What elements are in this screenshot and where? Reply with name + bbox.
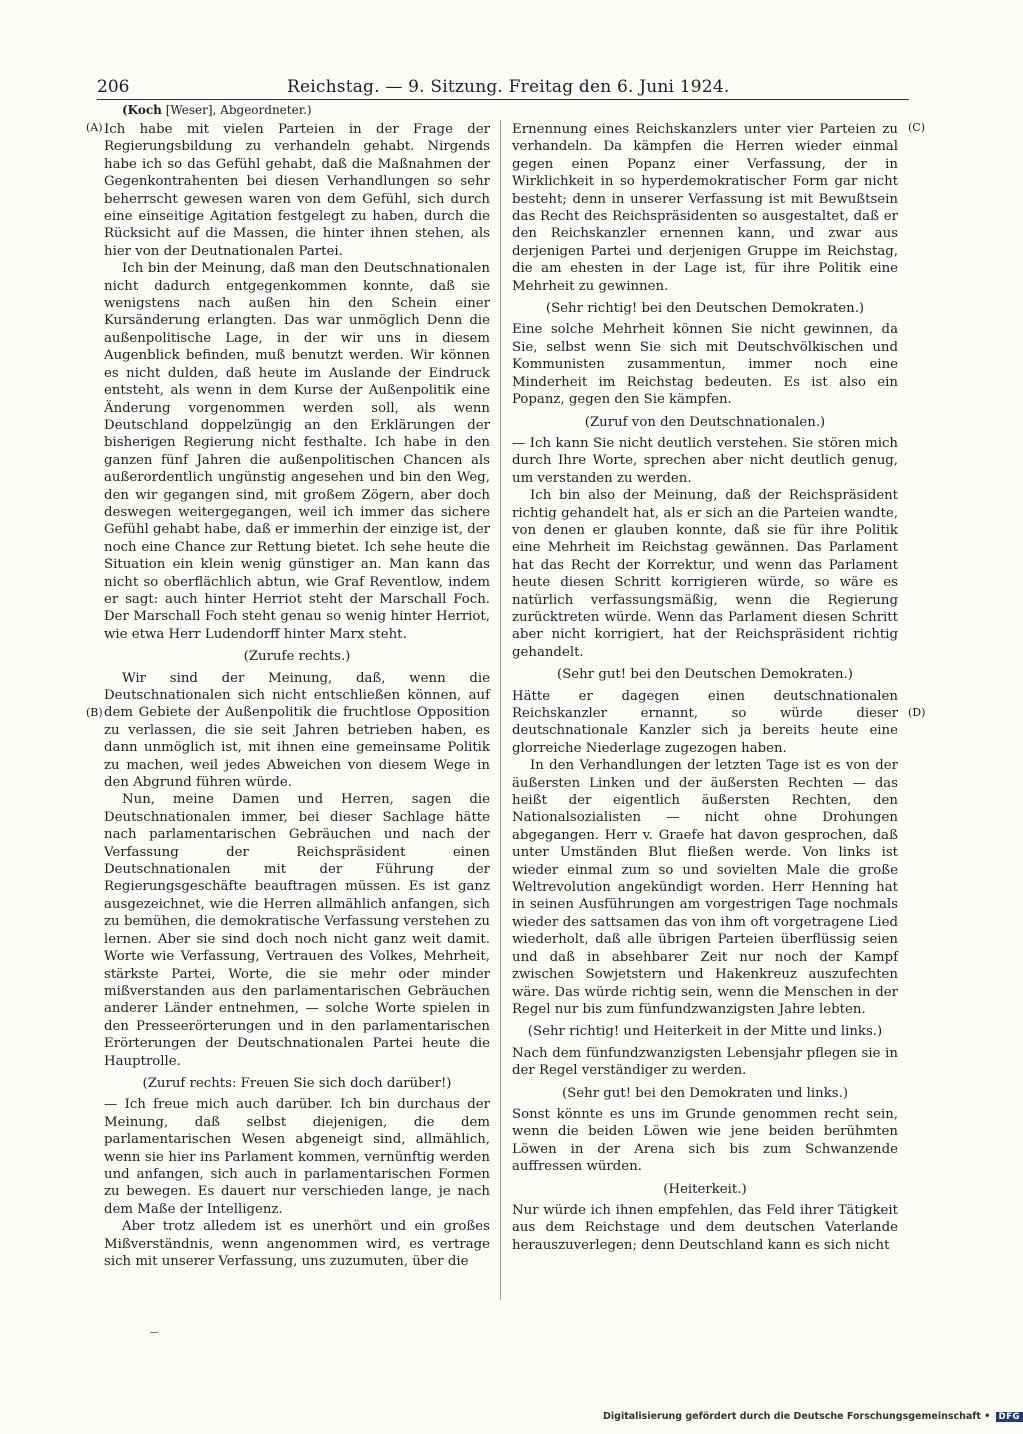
margin-mark-a: (A) bbox=[86, 121, 103, 134]
paragraph: — Ich kann Sie nicht deutlich verstehen. Sie stören mich durch Ihre Worte, sprechen aber nicht deutlich genug, um verstanden zu werden. bbox=[512, 435, 898, 486]
page-header bbox=[97, 74, 907, 100]
interjection: (Sehr richtig! und Heiterkeit in der Mitte und links.) bbox=[527, 1024, 883, 1040]
paragraph: Sonst könnte es uns im Grunde genommen recht sein, wenn die beiden Löwen wie jene beiden berühmten Löwen in der Arena sich bis zum Schwanzende auffressen würden. bbox=[512, 1106, 898, 1175]
paragraph: Wir sind der Meinung, daß, wenn die Deutschnationalen sich nicht entschließen können, auf dem Gebiete der Außenpolitik die fruchtlose Opposition zu verlassen, die sie seit Jahren betrieben haben, es dann unmöglich ist, mit ihnen eine gemeinsame Politik zu machen, weil jedes Abweichen von diesem Wege in den Abgrund führen würde. bbox=[104, 670, 490, 791]
interjection: (Zuruf von den Deutschnationalen.) bbox=[584, 414, 826, 430]
speaker-role: [Weser], Abgeordneter.) bbox=[165, 103, 312, 117]
paragraph: Nun, meine Damen und Herren, sagen die Deutschnationalen immer, bei dieser Sachlage hätte nach parlamentarischen Gebräuchen und nach der Verfassung der Reichspräsident einen Deutschnationalen mit der Führung der Regierungsgeschäfte beauftragen müssen. Es ist ganz ausgezeichnet, wie die Herren allmählich anfangen, sich zu bemühen, die demokratische Verfassung verstehen zu lernen. Aber sie sind doch noch nicht ganz weit damit. Worte wie Verfassung, Vertrauen des Volkes, Mehrheit, stärkste Partei, Worte, die sie mehr oder minder mißverstanden aus den parlamentarischen Gebräuchen anderer Länder entnehmen, — solche Worte spielen in den Presseerörterungen und in den parlamentarischen Erörterungen der Deutschnationalen Partei heute die Hauptrolle. bbox=[104, 792, 490, 1069]
paragraph: Ernennung eines Reichskanzlers unter vier Parteien zu verhandeln. Da kämpfen die Herren wieder einmal gegen einen Popanz einer Verfassung, der in Wirklichkeit in so hyperdemokratischer Form gar nicht besteht; denn in unserer Verfassung ist mit Bewußtsein das Recht des Reichspräsidenten so ausgestaltet, daß er den Reichskanzler ernennen kann, und zwar aus derjenigen Partei und derjenigen Gruppe im Reichstag, die am ehesten in der Lage ist, für ihre Politik eine Mehrheit zu gewinnen. bbox=[512, 122, 898, 294]
speaker-line bbox=[122, 101, 312, 119]
left-column bbox=[104, 121, 490, 1270]
paragraph: Nach dem fünfundzwanzigsten Lebensjahr pflegen sie in der Regel verständiger zu werden. bbox=[512, 1045, 898, 1079]
footer-text: Digitalisierung gefördert durch die Deutsche Forschungsgemeinschaft • bbox=[603, 1411, 991, 1422]
dfg-logo: DFG bbox=[996, 1412, 1023, 1422]
margin-mark-d: (D) bbox=[908, 706, 926, 719]
paragraph: In den Verhandlungen der letzten Tage ist es von der äußersten Linken und der äußersten Rechten — das heißt der eigentlich äußersten Rechten, den Nationalsozialisten — nicht ohne Drohungen abgegangen. Herr v. Graefe hat davon gesprochen, daß unter Umständen Blut fließen werde. Von links ist wieder einmal zum so und sovielten Male die große Weltrevolution angekündigt worden. Herr Henning hat in seinen Ausführungen am vorgestrigen Tage nochmals wieder des sattsamen das von ihm oft vorgetragene Lied wiederholt, daß alle übrigen Parteien überflüssig seien und daß in absehbarer Zeit nur noch der Kampf zwischen Sowjetstern und Hakenkreuz auszufechten wäre. Das würde richtig sein, wenn die Menschen in der Regel nur bis zum fünfundzwanzigsten Jahre lebten. bbox=[512, 758, 898, 1017]
paragraph: Ich bin also der Meinung, daß der Reichspräsident richtig gehandelt hat, als er sich an die Parteien wandte, von denen er glauben konnte, daß sie für ihre Politik eine Mehrheit im Reichstag gewännen. Das Parlament hat das Recht der Korrektur, und wenn das Parlament heute diesen Schritt korrigieren würde, so wäre es natürlich verfassungsmäßig, wenn die Regierung zurücktreten würde. Wenn das Parlament diesen Schritt aber nicht korrigiert, hat der Reichspräsident richtig gehandelt. bbox=[512, 488, 898, 660]
paragraph: Ich bin der Meinung, daß man den Deutschnationalen nicht dadurch entgegenkommen konnte, daß sie wenigstens nach außen hin den Schein einer Kursänderung erlangten. Das war unmöglich Denn die außenpolitische Lage, in der wir uns in diesem Augenblick befinden, muß benutzt werden. Wir können es nicht dulden, daß heute im Auslande der Eindruck entsteht, als wenn in dem Kurse der Außenpolitik eine Änderung vorgenommen werden soll, als wenn Deutschland doppelzüngig an den Erklärungen der bisherigen Regierung nicht festhalte. Ich habe in den ganzen fünf Jahren die außenpolitischen Chancen als außerordentlich ungünstig angesehen und bin den Weg, den wir gegangen sind, mit großem Zögern, aber doch deswegen weitergegangen, weil ich immer das sichere Gefühl gehabt habe, daß er immerhin der einzige ist, der noch eine Chance zur Rettung bietet. Ich sehe heute die Situation ein klein wenig günstiger an. Man kann das nicht so oberflächlich abtun, wie Graf Reventlow, indem er sagt: auch hinter Herriot steht der Marschall Foch. Der Marschall Foch steht genau so wenig hinter Herriot, wie etwa Herr Ludendorff hinter Marx steht. bbox=[104, 261, 490, 642]
interjection: (Sehr gut! bei den Demokraten und links.) bbox=[561, 1085, 849, 1101]
interjection: (Heiterkeit.) bbox=[663, 1181, 747, 1197]
header-rule bbox=[97, 99, 909, 100]
interjection: (Zuruf rechts: Freuen Sie sich doch darüber!) bbox=[142, 1075, 452, 1091]
paragraph: Aber trotz alledem ist es unerhört und ein großes Mißverständnis, wenn angenommen wird, es vertrage sich mit unserer Verfassung, uns zuzumuten, über die bbox=[104, 1219, 490, 1269]
running-head: Reichstag. — 9. Sitzung. Freitag den 6. Juni 1924. bbox=[287, 77, 730, 97]
interjection: (Sehr gut! bei den Deutschen Demokraten.) bbox=[557, 667, 853, 683]
page-number: 206 bbox=[97, 77, 130, 97]
speaker-name: (Koch bbox=[122, 103, 162, 117]
paragraph: Nur würde ich ihnen empfehlen, das Feld ihrer Tätigkeit aus dem Reichstage und dem deutschen Vaterlande herauszuverlegen; denn Deutschland kann es sich nicht bbox=[512, 1202, 898, 1253]
column-divider bbox=[500, 120, 501, 1300]
right-column bbox=[512, 121, 898, 1254]
paragraph: Hätte er dagegen einen deutschnationalen Reichskanzler ernannt, so würde dieser deutschnationale Kanzler sich ja bereits heute eine glorreiche Niederlage zugezogen haben. bbox=[512, 688, 898, 756]
paragraph: Eine solche Mehrheit können Sie nicht gewinnen, da Sie, selbst wenn Sie sich mit Deutschvölkischen und Kommunisten zusammentun, immer noch eine Minderheit im Reichstag bedeuten. Es ist also ein Popanz, gegen den Sie kämpfen. bbox=[512, 322, 898, 408]
margin-mark-c: (C) bbox=[908, 121, 925, 134]
interjection: (Zurufe rechts.) bbox=[243, 649, 351, 665]
paragraph: Ich habe mit vielen Parteien in der Frage der Regierungsbildung zu verhandeln gehabt. Nirgends habe ich so das Gefühl gehabt, daß die Maßnahmen der Gegenkontrahenten bei diesen Verhandlungen so sehr beherrscht gewesen waren von dem Gefühl, sich durch eine einseitige Agitation festgelegt zu haben, durch die Rücksicht auf die Massen, die hinter ihnen stehen, als hier von der Deutnationalen Partei. bbox=[104, 122, 490, 259]
footer bbox=[603, 1411, 1023, 1422]
margin-mark-b: (B) bbox=[86, 706, 103, 719]
interjection: (Sehr richtig! bei den Deutschen Demokraten.) bbox=[545, 301, 865, 317]
stray-mark bbox=[150, 1332, 158, 1333]
paragraph: — Ich freue mich auch darüber. Ich bin durchaus der Meinung, daß selbst diejenigen, die dem parlamentarischen Wesen abgeneigt sind, allmählich, wenn sie hier ins Parlament kommen, vernünftig werden und anfangen, sich auch in parlamentarischen Formen zu bewegen. Es dauert nur verschieden lange, je nach dem Maße der Intelligenz. bbox=[104, 1097, 490, 1217]
